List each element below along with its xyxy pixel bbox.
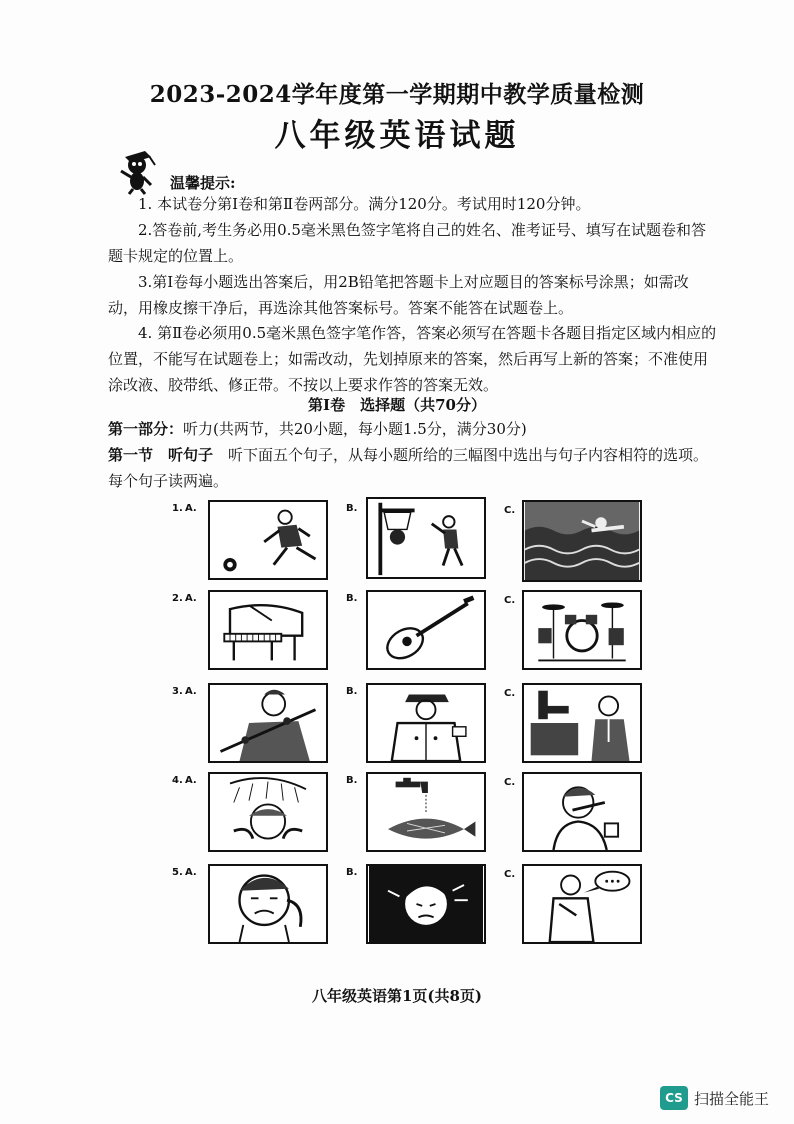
running-boy-soccer-icon[interactable] bbox=[208, 500, 328, 580]
notice-item-2: 2.答卷前,考生务必用0.5毫米黑色签字笔将自己的姓名、准考证号、填写在试题卷和答题卡规定的位置上。 bbox=[108, 221, 706, 265]
option-label: B. bbox=[346, 686, 358, 697]
headache-boy-icon[interactable] bbox=[366, 864, 486, 944]
exam-title: 2023-2024学年度第一学期期中教学质量检测 bbox=[149, 81, 645, 108]
notice-item-1: 1. 本试卷分第Ⅰ卷和第Ⅱ卷两部分。满分120分。考试用时120分钟。 bbox=[138, 195, 591, 213]
shower-washing-icon[interactable] bbox=[208, 772, 328, 852]
option-label: B. bbox=[346, 867, 358, 878]
camscanner-watermark: 扫描全能王 bbox=[694, 1090, 770, 1108]
question-number: 3. bbox=[172, 686, 183, 697]
option-label: B. bbox=[346, 503, 358, 514]
piano-icon[interactable] bbox=[208, 590, 328, 670]
police-officer-icon[interactable] bbox=[366, 683, 486, 763]
notice-item-4: 4. 第Ⅱ卷必须用0.5毫米黑色签字笔作答，答案必须写在答题卡各题目指定区域内相应的位置，不能写在试题卷上；如需改动，先划掉原来的答案，然后再写上新的答案；不准使用涂改液、胶带纸、修正带。不按以上要求作答的答案无效。 bbox=[108, 324, 717, 394]
toothache-boy-icon[interactable] bbox=[208, 864, 328, 944]
part-one-text: 听力(共两节，共20小题，每小题1.5分，满分30分) bbox=[183, 420, 527, 438]
scientist-microscope-icon[interactable] bbox=[522, 683, 642, 763]
option-label: A. bbox=[185, 775, 197, 786]
option-label: C. bbox=[504, 595, 516, 606]
section-one-label: 第一节 听句子 bbox=[108, 446, 214, 464]
option-label: A. bbox=[185, 867, 197, 878]
volume-title: 第Ⅰ卷 选择题（共70分） bbox=[308, 396, 486, 414]
part-one-line bbox=[108, 418, 527, 439]
option-label: C. bbox=[504, 505, 516, 516]
question-number: 4. bbox=[172, 775, 183, 786]
drum-set-icon[interactable] bbox=[522, 590, 642, 670]
notice-item-3: 3.第Ⅰ卷每小题选出答案后，用2B铅笔把答题卡上对应题目的答案标号涂黑；如需改动，用橡皮擦干净后，再选涂其他答案标号。答案不能答在试题卷上。 bbox=[108, 273, 689, 317]
guitar-icon[interactable] bbox=[366, 590, 486, 670]
flute-player-icon[interactable] bbox=[208, 683, 328, 763]
section-one-text: 听下面五个句子，从每小题所给的三幅图中选出与句子内容相符的选项。每个句子读两遍。 bbox=[108, 446, 709, 490]
exam-subtitle: 八年级英语试题 bbox=[274, 118, 520, 154]
mascot-icon bbox=[115, 147, 163, 195]
section-one-line bbox=[108, 442, 718, 494]
swimming-person-icon[interactable] bbox=[522, 500, 642, 582]
option-label: A. bbox=[185, 593, 197, 604]
option-label: B. bbox=[346, 775, 358, 786]
part-one-label: 第一部分： bbox=[108, 420, 184, 438]
page-footer: 八年级英语第1页(共8页) bbox=[311, 987, 483, 1005]
option-label: C. bbox=[504, 869, 516, 880]
tips-label: 温馨提示: bbox=[170, 174, 236, 192]
basketball-player-icon[interactable] bbox=[366, 497, 486, 579]
question-number: 1. bbox=[172, 503, 183, 514]
option-label: A. bbox=[185, 503, 197, 514]
question-number: 5. bbox=[172, 867, 183, 878]
option-label: C. bbox=[504, 777, 516, 788]
tap-fish-icon[interactable] bbox=[366, 772, 486, 852]
option-label: B. bbox=[346, 593, 358, 604]
question-number: 2. bbox=[172, 593, 183, 604]
coughing-man-icon[interactable] bbox=[522, 864, 642, 944]
option-label: A. bbox=[185, 686, 197, 697]
brushing-teeth-icon[interactable] bbox=[522, 772, 642, 852]
camscanner-logo-icon: CS bbox=[660, 1086, 688, 1110]
option-label: C. bbox=[504, 688, 516, 699]
